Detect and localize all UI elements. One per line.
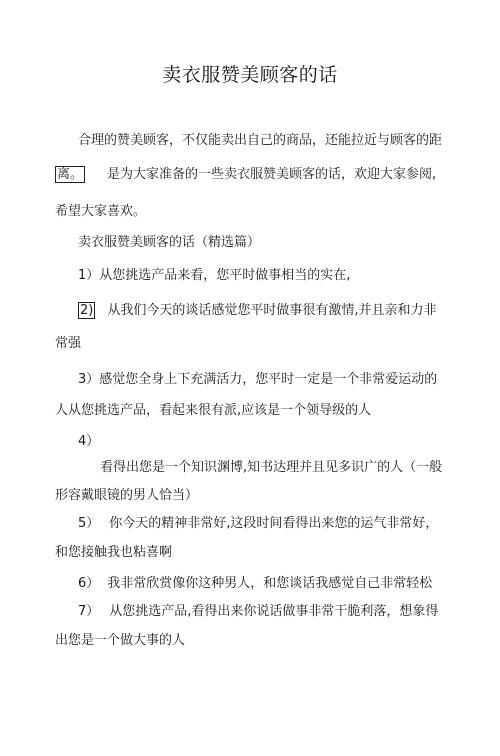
list-item-5-cont: 和您接触我也粘喜啊 [55,545,173,560]
list-item-2 [78,302,436,319]
list-item-6-marker: 6） [78,576,100,591]
intro-line-3: 希望大家喜欢。 [55,204,147,219]
list-item-2-marker: 2) [80,303,94,318]
list-item-5-text: 你今天的精神非常好,这段时间看得出来您的运气非常好， [109,516,439,531]
intro-boxed-start: 离。 [57,167,84,182]
document-title: 卖衣服赞美顾客的话 [162,64,338,86]
list-item-6-text: 我非常欣赏像你这种男人，和您谈话我感觉自己非常轻松 [107,576,433,591]
intro-line-1: 合理的赞美顾客，不仅能卖出自己的商品，还能拉近与顾客的距 [78,133,443,148]
list-item-4-marker: 4） [78,434,100,449]
list-item-7 [78,604,438,620]
list-item-3: 3）感觉您全身上下充满活力，您平时一定是一个非常爱运动的 [78,372,438,387]
list-item-2-text: 从我们今天的谈话感觉您平时做事很有激情,并且亲和力非 [107,303,437,318]
list-item-5-marker: 5） [78,516,100,531]
intro-line-2-text: 是为大家准备的一些卖衣服赞美顾客的话，欢迎大家参阅, [107,167,437,182]
list-item-7-text: 从您挑选产品,看得出来你说话做事非常干脆利落，想象得 [109,604,439,619]
list-item-5 [78,516,438,532]
list-item-4: 看得出您是一个知识渊博,知书达理并且见多识广的人（一般 [100,460,443,475]
intro-line-2 [55,166,436,183]
list-item-7-cont: 出您是一个做大事的人 [55,633,186,648]
list-item-7-marker: 7） [78,604,100,619]
list-item-2-cont: 常强 [55,336,82,351]
section-subtitle: 卖衣服赞美顾客的话（精选篇） [78,235,261,250]
list-item-1: 1）从您挑选产品来看，您平时做事相当的实在, [78,268,351,283]
list-item-3-cont: 人从您挑选产品，看起来很有派,应该是一个领导级的人 [55,403,372,418]
list-item-6 [78,576,432,592]
list-item-4-cont: 形容戴眼镜的男人恰当） [55,488,199,503]
